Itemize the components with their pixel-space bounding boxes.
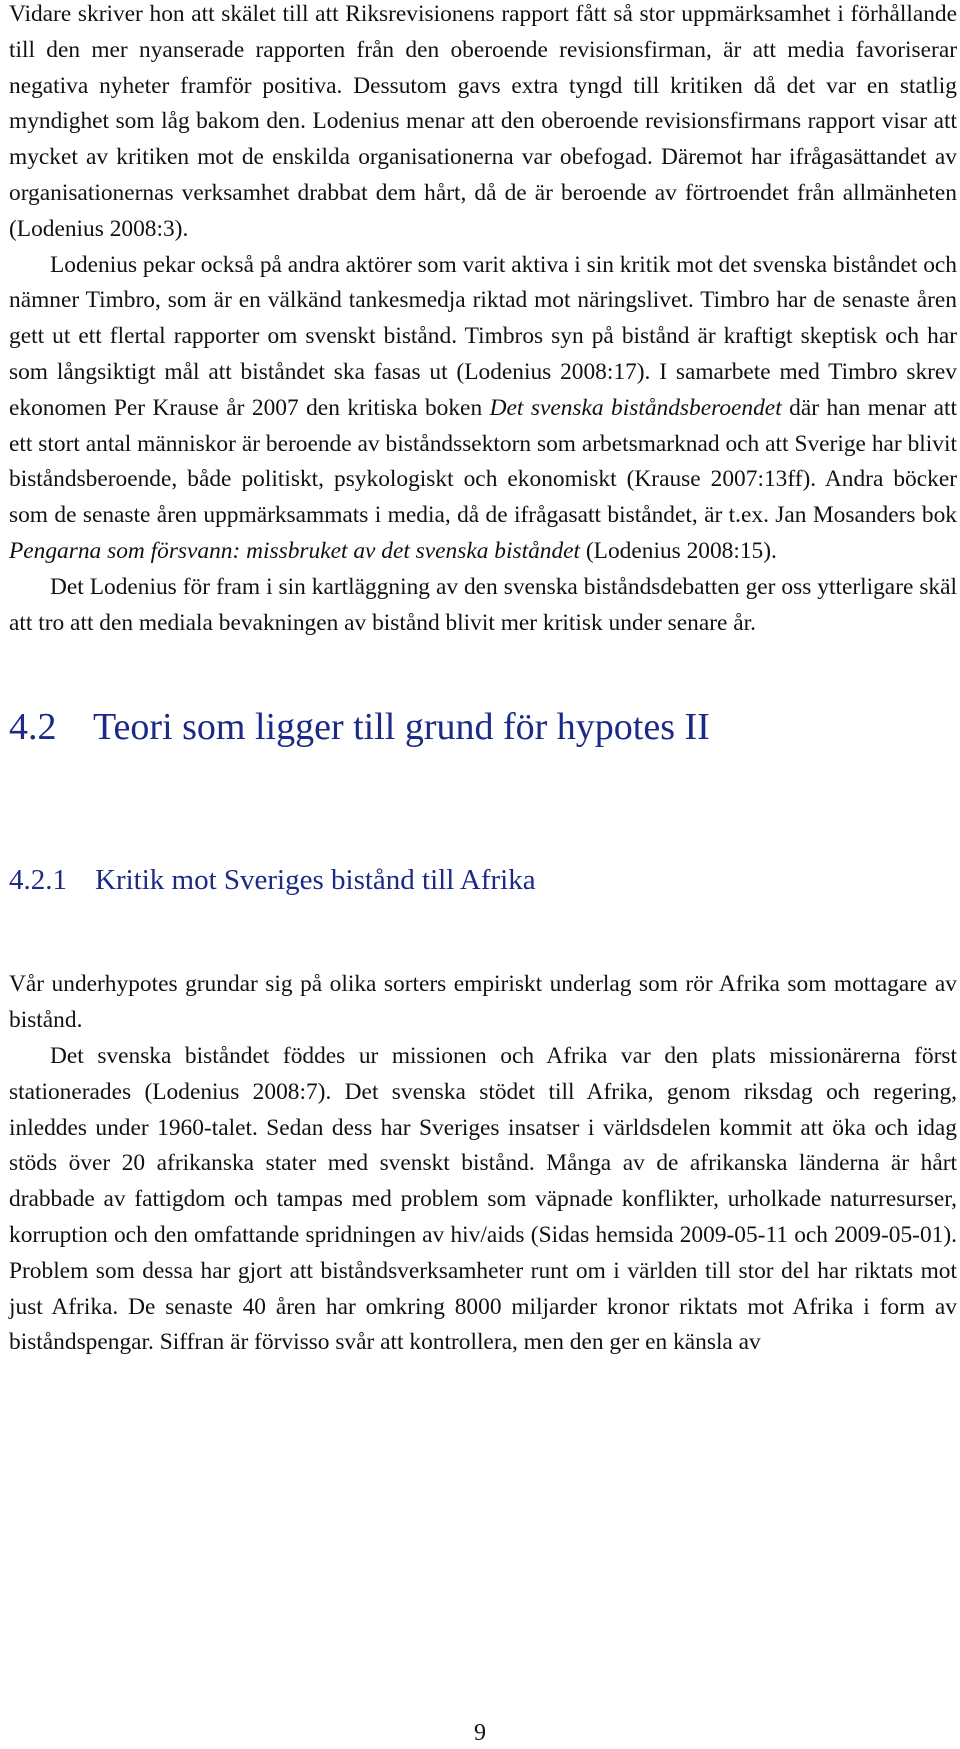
paragraph-text: Det svenska biståndet föddes ur missionen och Afrika var den plats missionärerna först stationerades (Lodenius 2008:7). Det svenska stödet till Afrika, genom riksdag och regering, inleddes under 1960-talet. Sedan dess har Sveriges insatser i världsdelen kommit att öka och idag stöds över 20 afrikanska stater med svenskt bistånd. Många av de afrikanska länderna är hårt drabbade av fattigdom och tampas med problem som väpnade konflikter, urholkade naturresurser, korruption och den omfattande spridningen av hiv/aids (Sidas hemsida 2009-05-11 och 2009-05-01). Problem som dessa har gjort att biståndsverksamheter runt om i världen till stor del har riktats mot just Afrika. De senaste 40 åren har omkring 8000 miljarder kronor riktats mot Afrika i form av biståndspengar. Siffran är förvisso svår att kontrollera, men den ger en känsla av — [9, 1042, 957, 1356]
paragraph-africa-aid — [9, 1039, 957, 1361]
book-title-italic: Pengarna som försvann: missbruket av det svenska biståndet — [9, 537, 581, 564]
document-page — [9, 0, 957, 1361]
section-number: 4.2 — [9, 706, 57, 749]
paragraph-text: Vidare skriver hon att skälet till att Riksrevisionens rapport fått så stor uppmärksamhet i förhållande till den mer nyanserade rapporten från den oberoende revisionsfirman, är att media favoriserar negativa nyheter framför positiva. Dessutom gavs extra tyngd till kritiken då det var en statlig myndighet som låg bakom den. Lodenius menar att den oberoende revisionsfirmans rapport visar att mycket av kritiken mot de enskilda organisationerna var obefogad. Däremot har ifrågasättandet av organisationernas verksamhet drabbat dem hårt, då de är beroende av förtroendet från allmänheten (Lodenius 2008:3). — [9, 1, 957, 242]
paragraph-text: där han menar att ett stort antal människor är beroende av biståndssektorn som arbetsmarknad och att Sverige har blivit biståndsberoende, både politiskt, psykologiskt och ekonomiskt (Krause 2007:13ff). Andra böcker som de senaste åren uppmärksammats i media, då de ifrågasatt biståndet, är t.ex. Jan Mosanders bok — [9, 394, 958, 529]
section-heading — [9, 703, 957, 751]
paragraph-other-actors — [9, 248, 957, 570]
subsection-number: 4.2.1 — [9, 864, 67, 897]
page-number: 9 — [474, 1720, 486, 1746]
subsection-title: Kritik mot Sveriges bistånd till Afrika — [95, 864, 536, 897]
paragraph-text: (Lodenius 2008:15). — [580, 537, 777, 564]
paragraph-text: Lodenius pekar också på andra aktörer som varit aktiva i sin kritik mot det svenska biståndet och nämner Timbro, som är en välkänd tankesmedja riktad mot näringslivet. Timbro har de senaste åren gett ut ett flertal rapporter om svenskt bistånd. Timbros syn på bistånd är kraftigt skeptisk och har som långsiktigt mål att biståndet ska fasas ut (Lodenius 2008:17). I samarbete med Timbro skrev ekonomen Per Krause år 2007 den kritiska boken — [9, 251, 957, 421]
paragraph-text: Vår underhypotes grundar sig på olika sorters empiriskt underlag som rör Afrika som mottagare av bistånd. — [9, 971, 957, 1034]
paragraph-conclusion — [9, 570, 957, 642]
subsection-heading — [9, 861, 957, 899]
paragraph-media-criticism — [9, 0, 957, 248]
paragraph-subhypothesis — [9, 967, 957, 1039]
book-title-italic: Det svenska biståndsberoendet — [489, 394, 782, 421]
section-title: Teori som ligger till grund för hypotes II — [93, 706, 710, 749]
paragraph-text: Det Lodenius för fram i sin kartläggning av den svenska biståndsdebatten ger oss ytterligare skäl att tro att den mediala bevakningen av bistånd blivit mer kritisk under senare år. — [9, 573, 957, 636]
